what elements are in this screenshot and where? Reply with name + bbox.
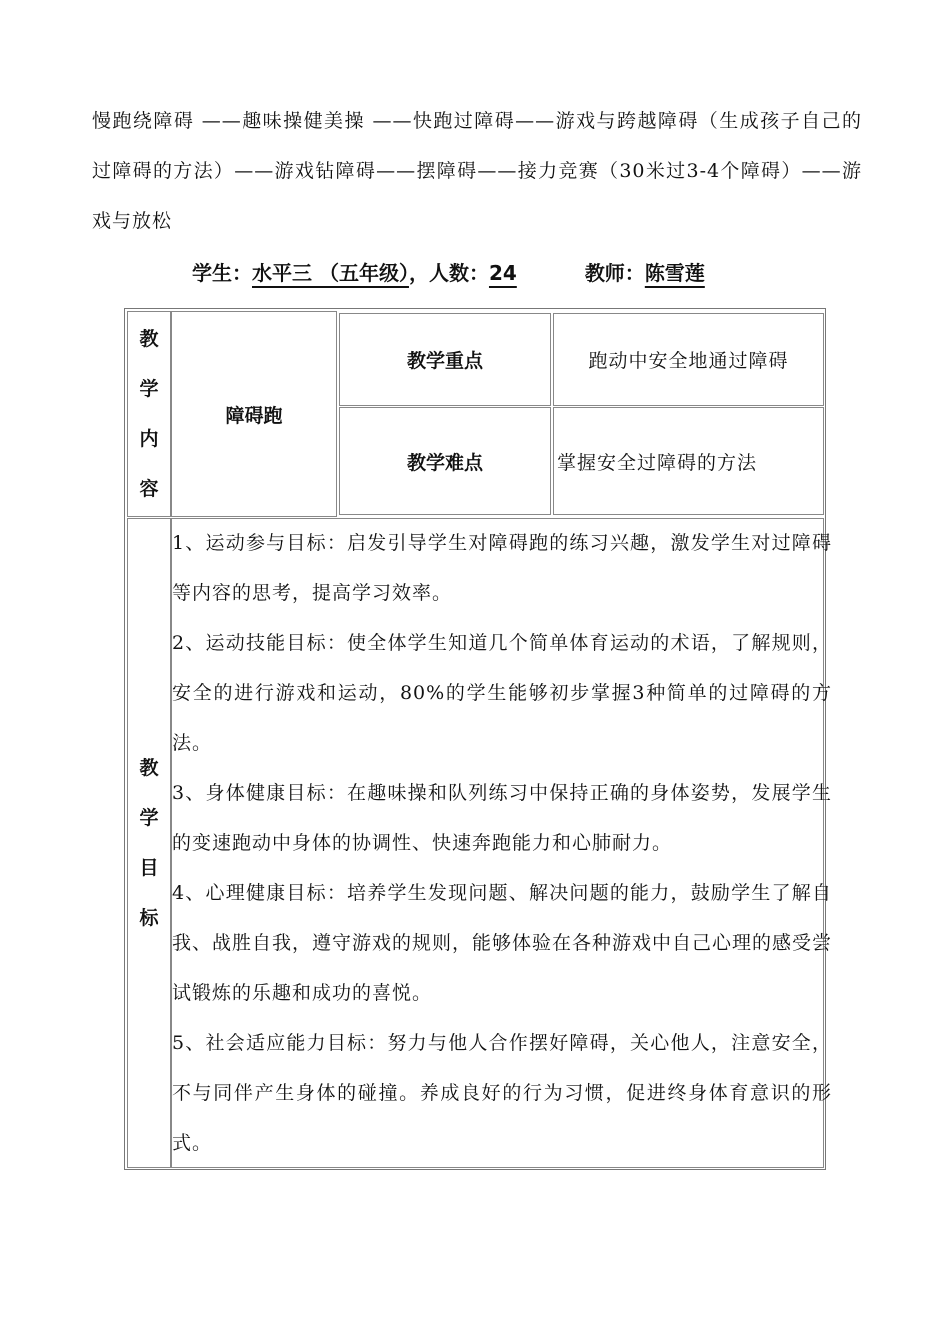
student-count: 24 (488, 261, 517, 285)
lesson-header (192, 258, 852, 288)
topic-cell (171, 311, 337, 517)
key-point-label-cell: 教学重点 (339, 313, 551, 406)
teacher-label: 教师： (584, 261, 645, 285)
objective-item: 2、运动技能目标：使全体学生知道几个简单体育运动的术语，了解规则，安全的进行游戏和运动，80%的学生能够初步掌握3种简单的过障碍的方法。 (172, 632, 832, 754)
objective-item: 5、社会适应能力目标：努力与他人合作摆好障碍，关心他人，注意安全，不与同伴产生身体的碰撞。养成良好的行为习惯，促进终身体育意识的形式。 (172, 1032, 832, 1154)
objectives-list (172, 518, 832, 1168)
difficulty-label-cell: 教学难点 (339, 407, 551, 515)
objectives-label-cell: 教 学 目 标 (127, 518, 171, 1168)
topic: 障碍跑 (225, 404, 283, 427)
key-point-value: 跑动中安全地通过障碍 (588, 350, 789, 372)
difficulty-value: 掌握安全过障碍的方法 (557, 451, 758, 474)
student-level: 水平三 （五年级） (252, 261, 409, 285)
lesson-flow-text: 慢跑绕障碍 ——趣味操健美操 ——快跑过障碍——游戏与跨越障碍（生成孩子自己的过障碍的方法）——游戏钻障碍——摆障碍——接力竞赛（30米过3-4个障碍）——游戏与放松 (92, 110, 862, 232)
student-label: 学生： (192, 261, 252, 285)
count-label: ，人数： (408, 261, 489, 285)
content-label-cell: 教 学 内 容 (127, 311, 171, 517)
teacher-name: 陈雪莲 (644, 261, 705, 285)
objective-item: 3、身体健康目标：在趣味操和队列练习中保持正确的身体姿势，发展学生的变速跑动中身体的协调性、快速奔跑能力和心肺耐力。 (172, 782, 832, 854)
difficulty-value-cell (553, 407, 824, 515)
objective-item: 1、运动参与目标：启发引导学生对障碍跑的练习兴趣，激发学生对过障碍等内容的思考，提高学习效率。 (172, 532, 832, 604)
key-point-value-cell (553, 313, 824, 406)
objective-item: 4、心理健康目标：培养学生发现问题、解决问题的能力，鼓励学生了解自我、战胜自我，遵守游戏的规则，能够体验在各种游戏中自己心理的感受尝试锻炼的乐趣和成功的喜悦。 (172, 882, 833, 1004)
